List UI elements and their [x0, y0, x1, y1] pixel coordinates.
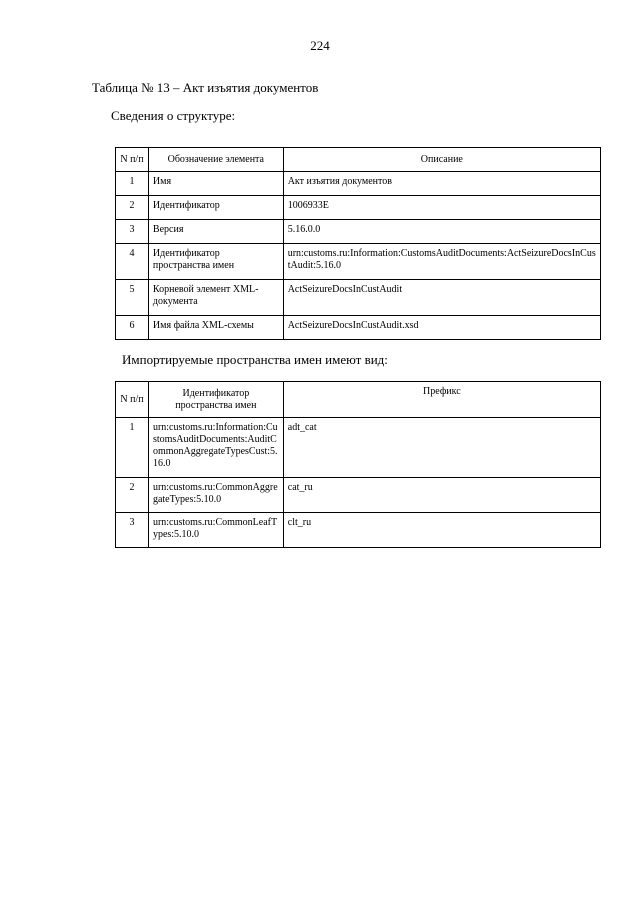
row-number: 2 — [116, 196, 149, 220]
table-row — [116, 513, 601, 548]
element-name: Идентификатор пространства имен — [148, 244, 283, 280]
table-title: Таблица № 13 – Акт изъятия документов — [92, 80, 319, 95]
column-header-number: N п/п — [116, 148, 149, 172]
row-number: 4 — [116, 244, 149, 280]
namespaces-heading: Импортируемые пространства имен имеют вид: — [122, 352, 388, 367]
namespaces-table — [115, 381, 601, 548]
table-row — [116, 280, 601, 316]
table-row — [116, 172, 601, 196]
element-description: 5.16.0.0 — [283, 220, 600, 244]
table-row — [116, 196, 601, 220]
element-name: Идентификатор — [148, 196, 283, 220]
column-header-number: N п/п — [116, 382, 149, 418]
row-number: 5 — [116, 280, 149, 316]
namespace-prefix: clt_ru — [283, 513, 600, 548]
row-number: 2 — [116, 478, 149, 513]
row-number: 1 — [116, 418, 149, 478]
element-name: Версия — [148, 220, 283, 244]
table-row — [116, 220, 601, 244]
element-name: Имя — [148, 172, 283, 196]
row-number: 3 — [116, 513, 149, 548]
table-row — [116, 316, 601, 340]
table-row — [116, 478, 601, 513]
namespace-id: urn:customs.ru:Information:CustomsAuditDocuments:AuditCommonAggregateTypesCust:5.16.0 — [148, 418, 283, 478]
table-row — [116, 244, 601, 280]
row-number: 3 — [116, 220, 149, 244]
column-header-namespace-id: Идентификатор пространства имен — [148, 382, 283, 418]
table-row — [116, 418, 601, 478]
structure-heading: Сведения о структуре: — [111, 108, 236, 123]
column-header-element: Обозначение элемента — [148, 148, 283, 172]
row-number: 6 — [116, 316, 149, 340]
element-description: Акт изъятия документов — [283, 172, 600, 196]
namespace-prefix: adt_cat — [283, 418, 600, 478]
table-header-row — [116, 382, 601, 418]
column-header-description: Описание — [283, 148, 600, 172]
element-name: Корневой элемент XML-документа — [148, 280, 283, 316]
structure-table — [115, 147, 601, 340]
namespace-id: urn:customs.ru:CommonAggregateTypes:5.10.0 — [148, 478, 283, 513]
column-header-prefix: Префикс — [283, 382, 600, 418]
namespace-prefix: cat_ru — [283, 478, 600, 513]
namespace-id: urn:customs.ru:CommonLeafTypes:5.10.0 — [148, 513, 283, 548]
element-description: ActSeizureDocsInCustAudit — [283, 280, 600, 316]
page-number: 224 — [310, 38, 330, 53]
element-description: urn:customs.ru:Information:CustomsAuditDocuments:ActSeizureDocsInCustAudit:5.16.0 — [283, 244, 600, 280]
element-description: ActSeizureDocsInCustAudit.xsd — [283, 316, 600, 340]
table-header-row — [116, 148, 601, 172]
element-name: Имя файла XML-схемы — [148, 316, 283, 340]
row-number: 1 — [116, 172, 149, 196]
element-description: 1006933E — [283, 196, 600, 220]
